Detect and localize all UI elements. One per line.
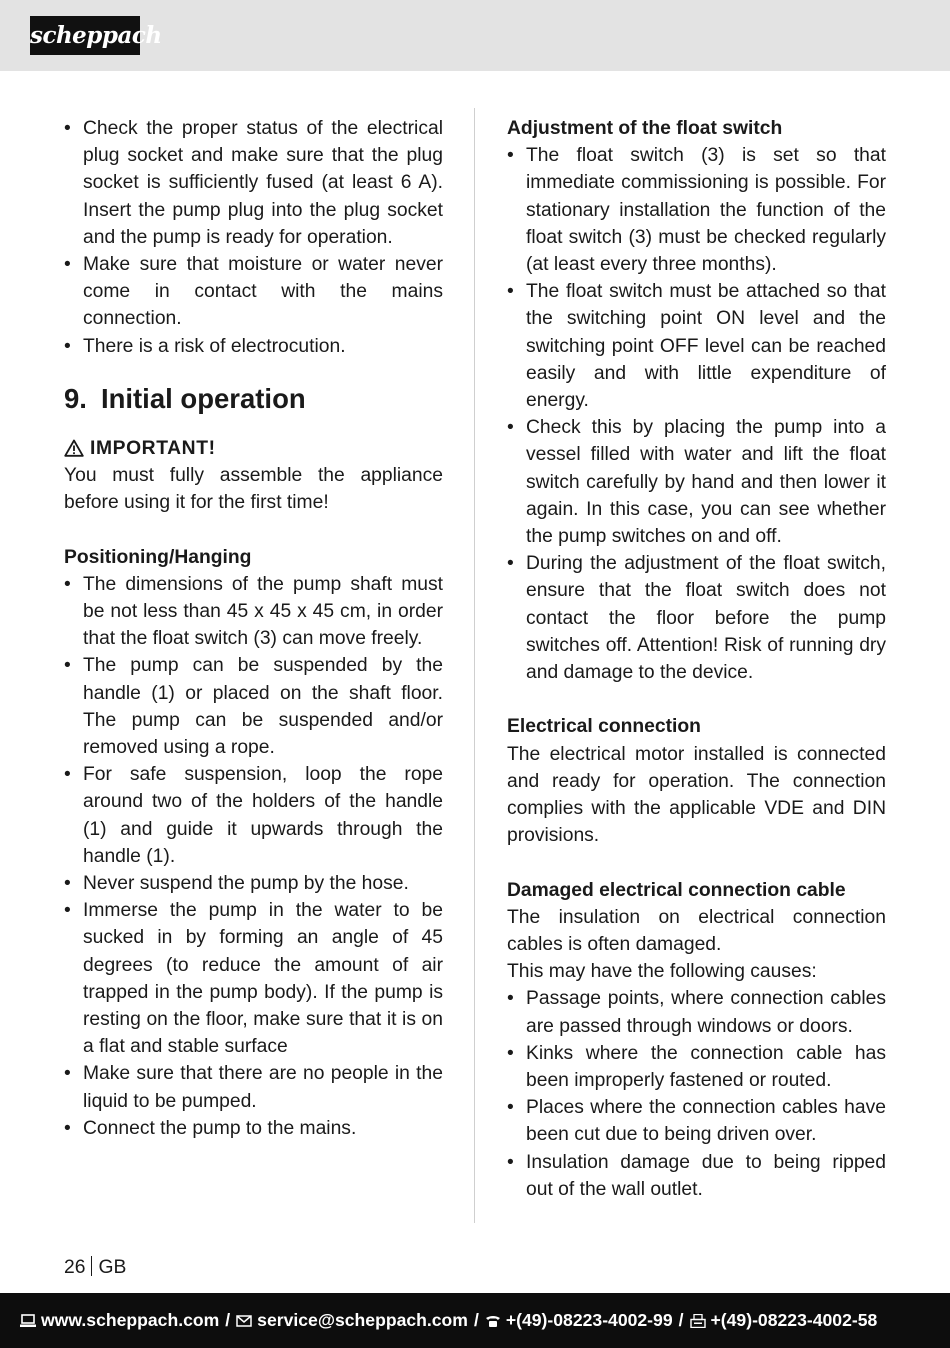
list-item: • Immerse the pump in the water to be sucked in by forming an angle of 45 degrees (to reduce the amount of air trapped in the pump body). If the pump is resting on the floor, make sure that it is on a flat and stable surface bbox=[64, 897, 443, 1060]
intro-bullet-list bbox=[64, 115, 443, 360]
mail-icon bbox=[236, 1314, 252, 1328]
page-number bbox=[64, 1256, 126, 1280]
list-item: • The dimensions of the pump shaft must be not less than 45 x 45 x 45 cm, in order that the float switch (3) can move freely. bbox=[64, 571, 443, 653]
list-item: • Places where the connection cables have been cut due to being driven over. bbox=[507, 1094, 886, 1148]
electrical-connection-text: The electrical motor installed is connected and ready for operation. The connection complies with the applicable VDE and DIN provisions. bbox=[507, 743, 886, 847]
damaged-cable-text: The insulation on electrical connection cables is often damaged. bbox=[507, 906, 886, 956]
header-band bbox=[0, 0, 950, 71]
float-switch-heading: Adjustment of the float switch bbox=[507, 118, 783, 139]
section-heading bbox=[64, 382, 443, 415]
list-item: • Check this by placing the pump into a vessel filled with water and lift the float switch carefully by hand and then lower it again. In this case, you can see whether the pump switches on and off. bbox=[507, 414, 886, 550]
list-item: • Make sure that there are no people in the liquid to be pumped. bbox=[64, 1060, 443, 1114]
page-language: GB bbox=[98, 1257, 127, 1278]
list-item: • Connect the pump to the mains. bbox=[64, 1115, 443, 1142]
list-item: • Never suspend the pump by the hose. bbox=[64, 870, 443, 897]
list-item: • Insulation damage due to being ripped out of the wall outlet. bbox=[507, 1149, 886, 1203]
electrical-connection-heading: Electrical connection bbox=[507, 716, 701, 738]
phone-number: +(49)-08223-4002-99 bbox=[505, 1310, 673, 1330]
phone-icon bbox=[485, 1314, 501, 1328]
email-link[interactable]: service@scheppach.com bbox=[257, 1310, 468, 1330]
list-item: • The pump can be suspended by the handle (1) or placed on the shaft floor. The pump can be suspended and/or removed using a rope. bbox=[64, 652, 443, 761]
list-item: • For safe suspension, loop the rope around two of the holders of the handle (1) and guide it upwards through the handle (1). bbox=[64, 761, 443, 870]
right-column bbox=[507, 115, 886, 1203]
warning-icon bbox=[64, 439, 84, 457]
website-link[interactable]: www.scheppach.com bbox=[41, 1310, 220, 1330]
list-item: • The float switch must be attached so that the switching point ON level and the switching point OFF level can be reached easily and with little expenditure of energy. bbox=[507, 278, 886, 414]
positioning-bullet-list bbox=[64, 571, 443, 1142]
damaged-cable-heading: Damaged electrical connection cable bbox=[507, 879, 846, 901]
list-item: • Make sure that moisture or water never come in contact with the mains connection. bbox=[64, 251, 443, 333]
list-item: • There is a risk of electrocution. bbox=[64, 333, 443, 360]
column-divider bbox=[474, 108, 475, 1223]
list-item: • Passage points, where connection cables are passed through windows or doors. bbox=[507, 985, 886, 1039]
important-notice-heading bbox=[64, 435, 443, 462]
list-item: • The float switch (3) is set so that immediate commissioning is possible. For stationary installation the function of the float switch (3) must be checked regularly (at least every three months). bbox=[507, 142, 886, 278]
list-item: • Kinks where the connection cable has been improperly fastened or routed. bbox=[507, 1040, 886, 1094]
positioning-heading: Positioning/Hanging bbox=[64, 546, 252, 568]
fax-icon bbox=[690, 1314, 706, 1328]
damaged-cable-causes-intro: This may have the following causes: bbox=[507, 961, 817, 983]
list-item: • During the adjustment of the float switch, ensure that the float switch does not contact the floor before the pump switches off. Attention! Risk of running dry and damage to the device. bbox=[507, 550, 886, 686]
scheppach-logo: scheppach bbox=[30, 16, 140, 55]
float-switch-bullet-list bbox=[507, 142, 886, 686]
computer-icon bbox=[20, 1314, 36, 1328]
damaged-cable-bullet-list bbox=[507, 985, 886, 1203]
important-text: You must fully assemble the appliance before using it for the first time! bbox=[64, 465, 443, 514]
fax-number: +(49)-08223-4002-58 bbox=[710, 1310, 878, 1330]
section-title: Initial operation bbox=[100, 382, 306, 414]
contact-bar: www.scheppach.com / service@scheppach.com / +(49)-08223-4002-99 / +(49)-08223-4002-58 bbox=[0, 1293, 950, 1348]
left-column bbox=[64, 115, 443, 1142]
list-item: • Check the proper status of the electrical plug socket and make sure that the plug socket is sufficiently fused (at least 6 A). Insert the pump plug into the plug socket and the pump is ready for operation. bbox=[64, 115, 443, 251]
important-label: IMPORTANT! bbox=[90, 437, 216, 459]
section-number: 9. bbox=[64, 382, 87, 414]
page-number-value: 26 bbox=[64, 1257, 86, 1278]
